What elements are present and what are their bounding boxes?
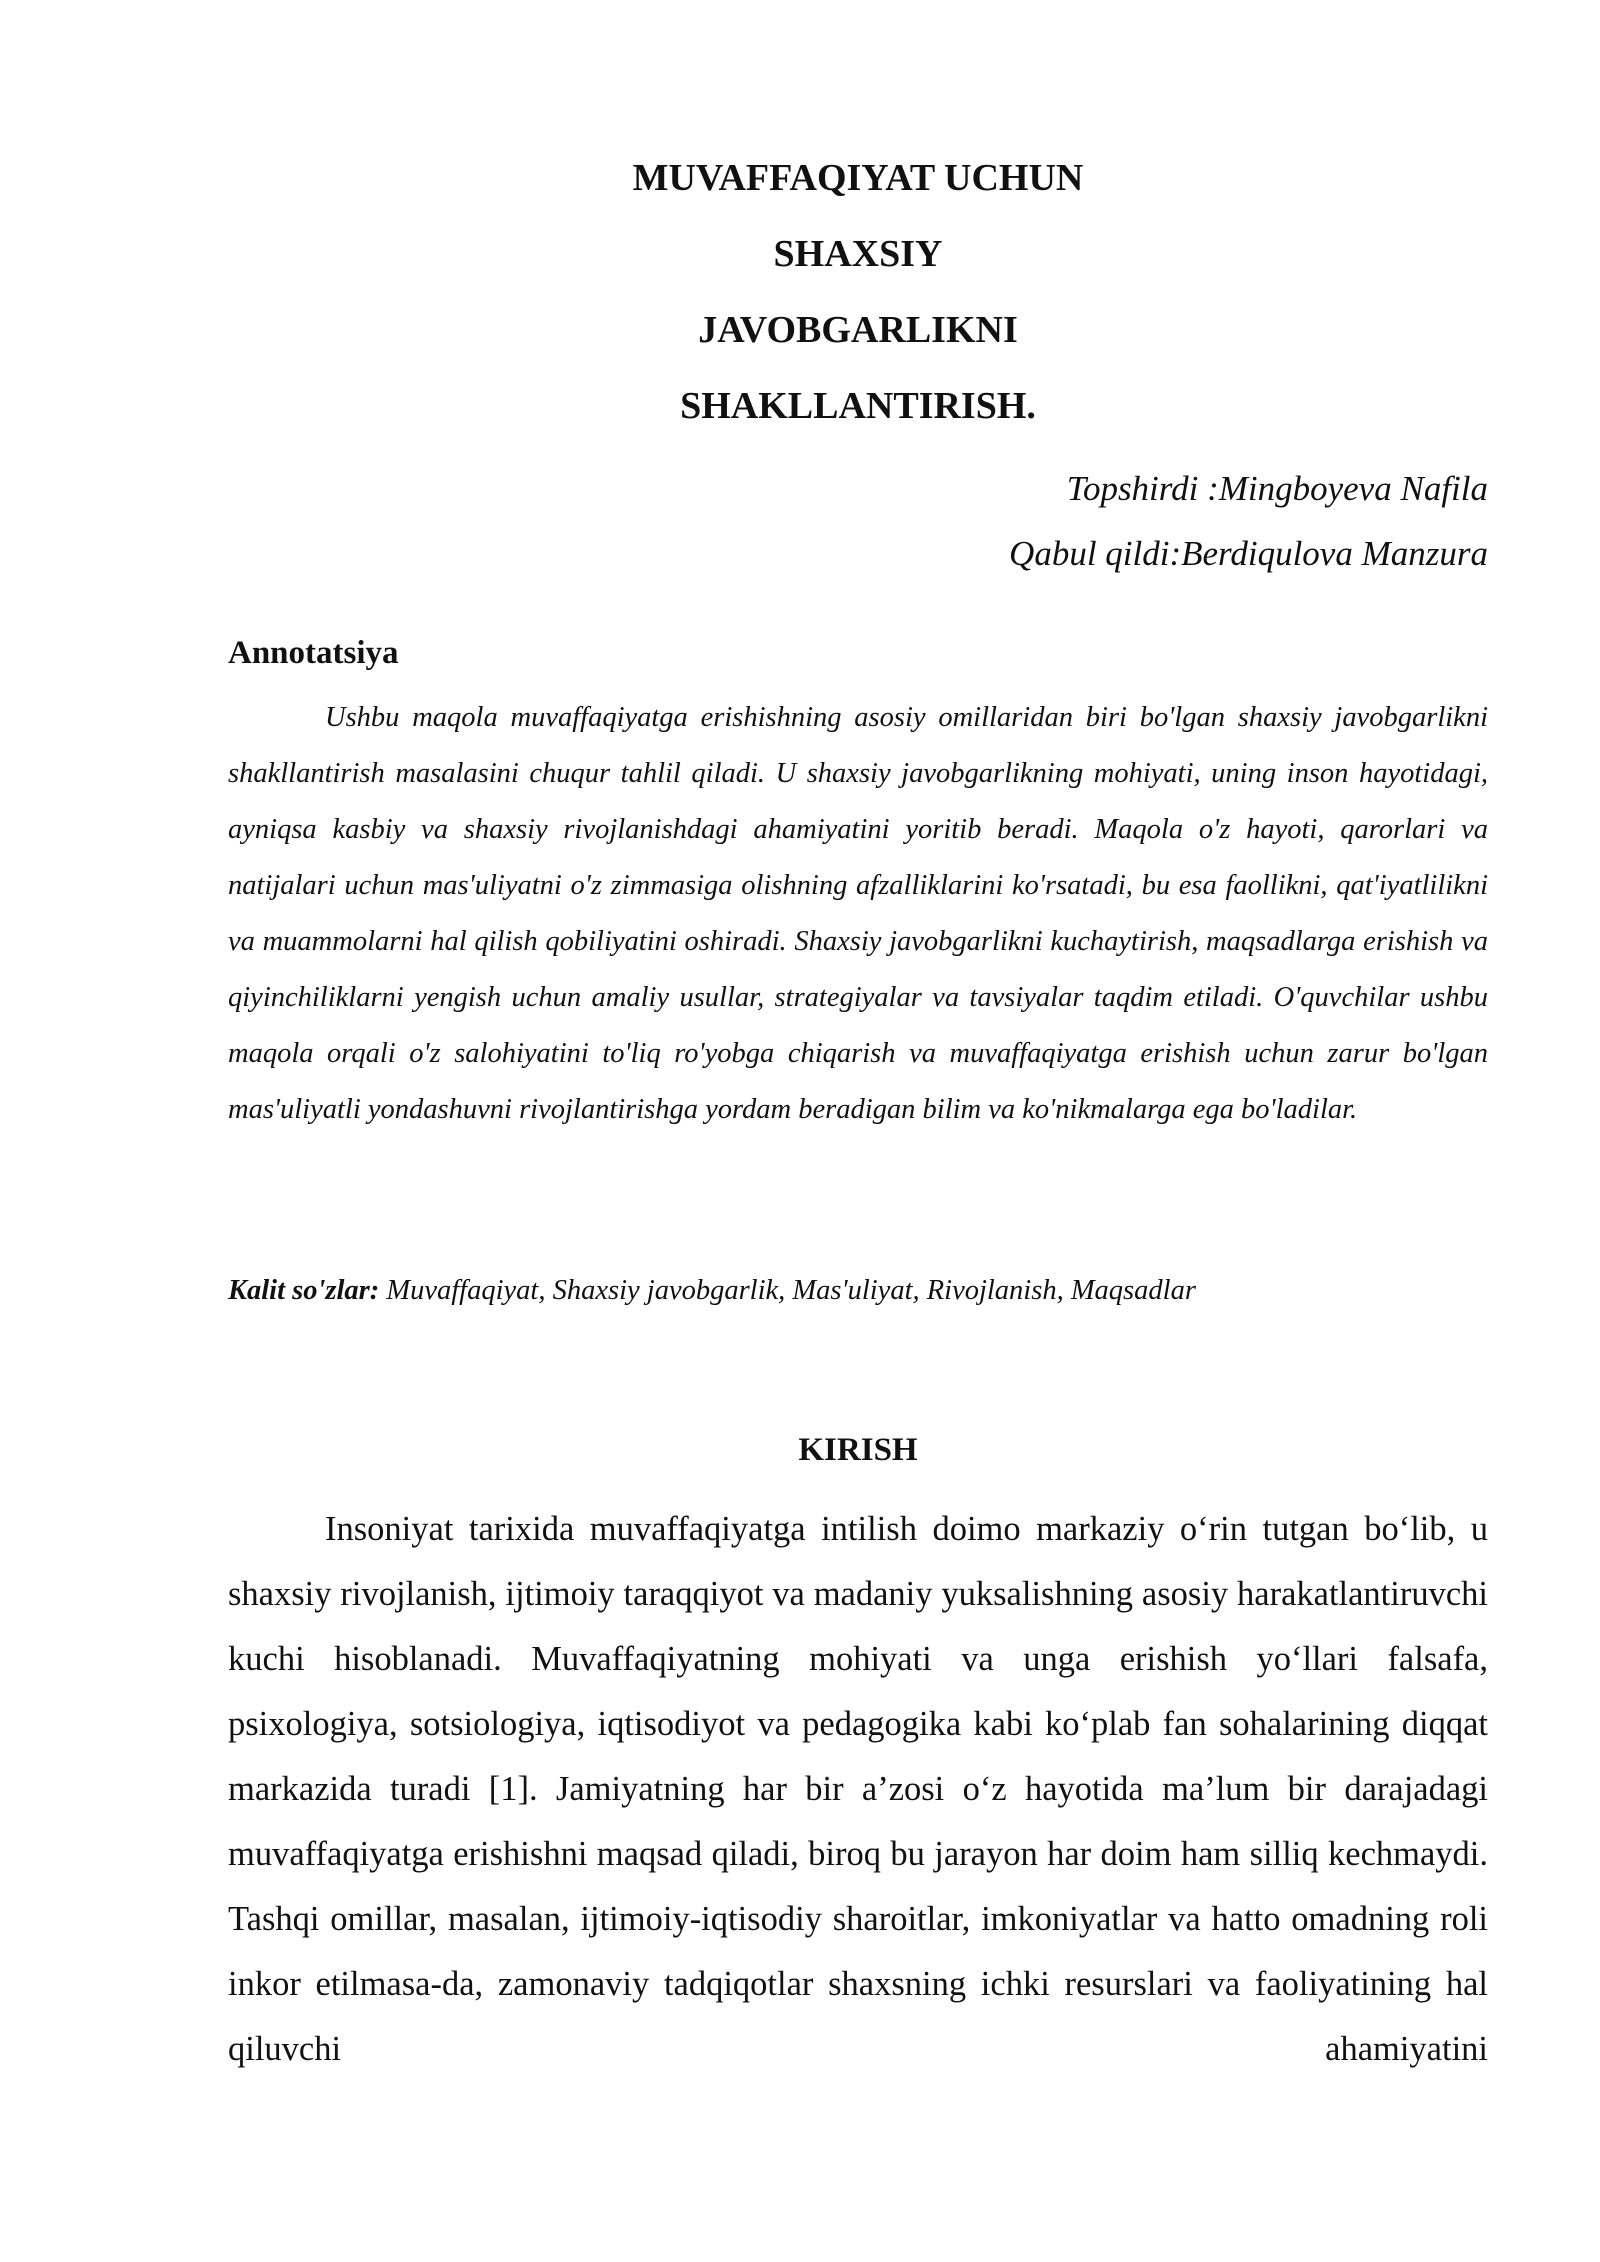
introduction-heading: KIRISH [798, 1432, 918, 1468]
introduction-text: Insoniyat tarixida muvaffaqiyatga intilish doimo markaziy o‘rin tutgan bo‘lib, u shaxsiy rivojlanish, ijtimoiy taraqqiyot va madaniy yuksalishning asosiy harakatlantiruvchi kuchi hisoblanadi. Muvaffaqiyatning mohiyati va unga erishish yo‘llari falsafa, psixologiya, sotsiologiya, iqtisodiyot va pedagogika kabi ko‘plab fan sohalarining diqqat markazida turadi [1]. Jamiyatning har bir a’zosi o‘z hayotida ma’lum bir darajadagi muvaffaqiyatga erishishni maqsad qiladi, biroq bu jarayon har doim ham silliq kechmaydi. Tashqi omillar, masalan, ijtimoiy-iqtisodiy sharoitlar, imkoniyatlar va hatto omadning roli inkor etilmasa-da, zamonaviy tadqiqotlar shaxsning ichki resurslari va faoliyatining hal qiluvchi ahamiyatini [228, 1510, 1488, 2068]
title-line: SHAXSIY [773, 233, 943, 275]
submitted-by: Topshirdi :Mingboyeva Nafila [1066, 469, 1488, 508]
keywords-text: Muvaffaqiyat, Shaxsiy javobgarlik, Mas'uliyat, Rivojlanish, Maqsadlar [379, 1275, 1196, 1306]
title-line: SHAKLLANTIRISH. [680, 385, 1036, 427]
accepted-by: Qabul qildi:Berdiqulova Manzura [1009, 534, 1488, 573]
author-block [228, 456, 1488, 586]
keywords-line [228, 1263, 1488, 1319]
keywords-label: Kalit so'zlar: [228, 1275, 380, 1306]
annotation-text: Ushbu maqola muvaffaqiyatga erishishning asosiy omillaridan biri bo'lgan shaxsiy javobgarlikni shakllantirish masalasini chuqur tahlil qiladi. U shaxsiy javobgarlikning mohiyati, uning inson hayotidagi, ayniqsa kasbiy va shaxsiy rivojlanishdagi ahamiyatini yoritib beradi. Maqola o'z hayoti, qarorlari va natijalari uchun mas'uliyatni o'z zimmasiga olishning afzalliklarini ko'rsatadi, bu esa faollikni, qat'iyatlilikni va muammolarni hal qilish qobiliyatini oshiradi. Shaxsiy javobgarlikni kuchaytirish, maqsadlarga erishish va qiyinchiliklarni yengish uchun amaliy usullar, strategiyalar va tavsiyalar taqdim etiladi. O'quvchilar ushbu maqola orqali o'z salohiyatini to'liq ro'yobga chiqarish va muvaffaqiyatga erishish uchun zarur bo'lgan mas'uliyatli yondashuvni rivojlantirishga yordam beradigan bilim va ko'nikmalarga ega bo'ladilar. [228, 702, 1488, 1125]
title-line: JAVOBGARLIKNI [698, 309, 1018, 351]
document-title [228, 140, 1488, 444]
title-line: MUVAFFAQIYAT UCHUN [632, 157, 1084, 199]
annotation-heading: Annotatsiya [228, 635, 399, 671]
